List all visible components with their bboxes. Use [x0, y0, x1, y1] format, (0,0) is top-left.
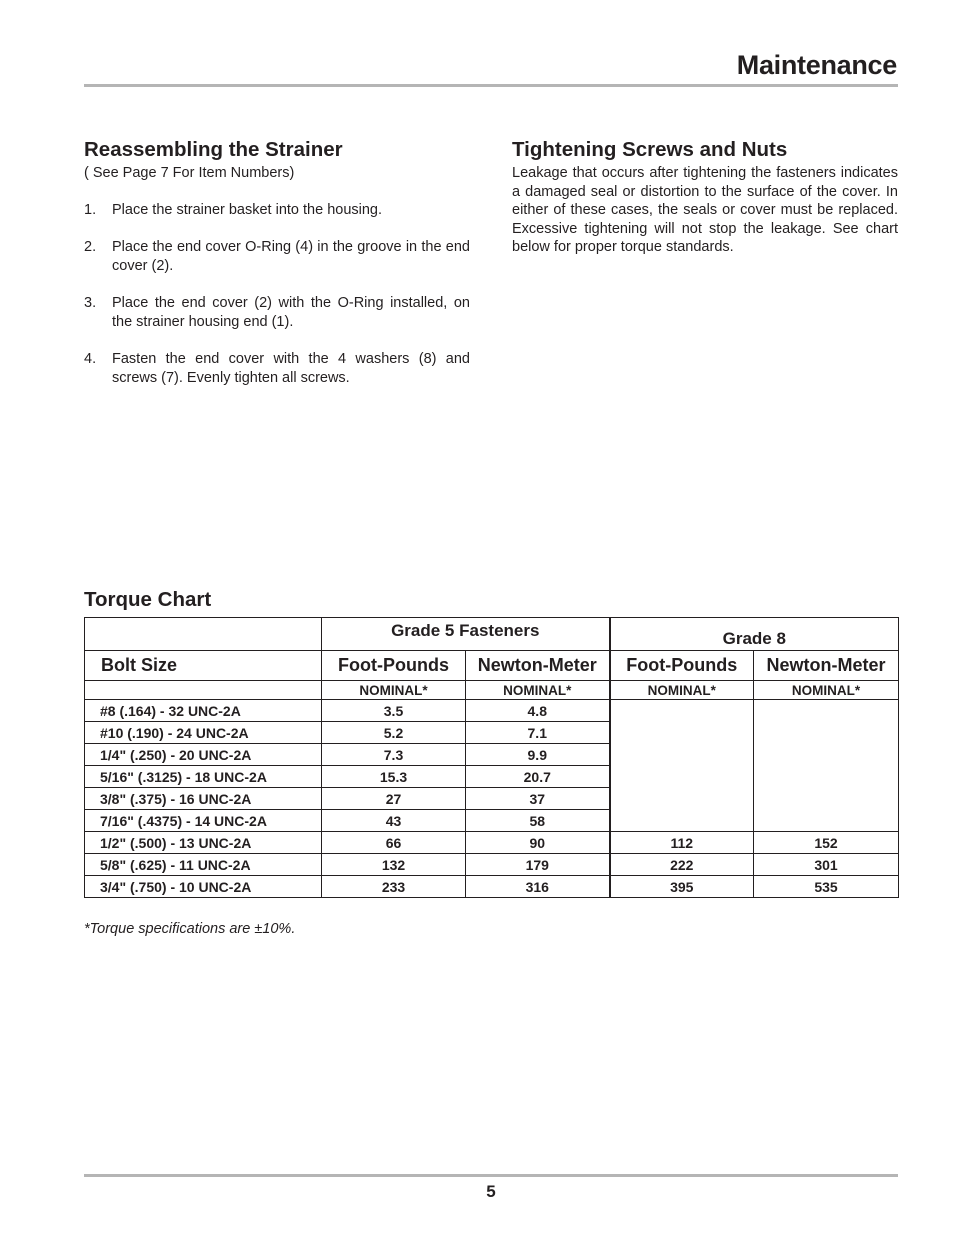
grade5-foot-pounds-cell: 66 — [322, 832, 466, 854]
empty-nominal-cell — [85, 681, 322, 700]
bolt-size-cell: 3/8" (.375) - 16 UNC-2A — [85, 788, 322, 810]
step-text: Place the strainer basket into the housing. — [112, 202, 383, 218]
grade8-foot-pounds-cell: 112 — [610, 832, 754, 854]
table-group-row — [85, 618, 899, 651]
step-item — [84, 294, 470, 332]
grade8-newton-meter-cell: 152 — [754, 832, 899, 854]
step-item — [84, 201, 470, 220]
reassembling-subheading: ( See Page 7 For Item Numbers) — [84, 165, 295, 181]
grade5-foot-pounds-cell: 233 — [322, 876, 466, 898]
grade8-group-header: Grade 8 — [610, 618, 899, 651]
bolt-size-cell: 7/16" (.4375) - 14 UNC-2A — [85, 810, 322, 832]
grade5-group-header: Grade 5 Fasteners — [322, 618, 610, 651]
grade5-foot-pounds-cell: 5.2 — [322, 722, 466, 744]
bolt-size-cell: 3/4" (.750) - 10 UNC-2A — [85, 876, 322, 898]
step-text: Place the end cover (2) with the O-Ring installed, on the strainer housing end (1). — [112, 295, 470, 330]
table-row — [85, 854, 899, 876]
nominal-label: NOMINAL* — [466, 681, 610, 700]
page-title: Maintenance — [736, 50, 897, 80]
grade5-foot-pounds-cell: 3.5 — [322, 700, 466, 722]
grade8-foot-pounds-empty-cell — [610, 700, 754, 832]
grade5-foot-pounds-cell: 27 — [322, 788, 466, 810]
reassembling-heading: Reassembling the Strainer — [84, 138, 343, 161]
header-divider — [84, 84, 898, 87]
grade5-foot-pounds-cell: 15.3 — [322, 766, 466, 788]
grade5-newton-meter-cell: 58 — [466, 810, 610, 832]
tightening-section — [512, 137, 898, 257]
grade8-newton-meter-cell: 535 — [754, 876, 899, 898]
step-number: 2. — [84, 239, 97, 255]
empty-header-cell — [85, 618, 322, 651]
grade5-foot-pounds-header: Foot-Pounds — [322, 651, 466, 681]
grade5-newton-meter-cell: 37 — [466, 788, 610, 810]
grade5-newton-meter-cell: 179 — [466, 854, 610, 876]
table-row — [85, 876, 899, 898]
grade8-foot-pounds-header: Foot-Pounds — [610, 651, 754, 681]
grade8-newton-meter-empty-cell — [754, 700, 899, 832]
bolt-size-cell: #10 (.190) - 24 UNC-2A — [85, 722, 322, 744]
torque-chart-heading: Torque Chart — [84, 588, 212, 611]
footer-divider — [84, 1174, 898, 1177]
grade5-newton-meter-header: Newton-Meter — [466, 651, 610, 681]
table-row — [85, 700, 899, 722]
grade8-foot-pounds-cell: 395 — [610, 876, 754, 898]
torque-table — [84, 617, 899, 898]
bolt-size-cell: 5/8" (.625) - 11 UNC-2A — [85, 854, 322, 876]
grade5-foot-pounds-cell: 7.3 — [322, 744, 466, 766]
step-item — [84, 238, 470, 276]
page-number: 5 — [486, 1182, 496, 1201]
tightening-paragraph: Leakage that occurs after tightening the fasteners indicates a damaged seal or distortion to the surface of the cover. In either of these cases, the seals or cover must be replaced. Excessive tightening will not stop the leakage. See chart below for proper torque standards. — [512, 165, 898, 256]
grade5-newton-meter-cell: 7.1 — [466, 722, 610, 744]
bolt-size-cell: 1/4" (.250) - 20 UNC-2A — [85, 744, 322, 766]
bolt-size-cell: 1/2" (.500) - 13 UNC-2A — [85, 832, 322, 854]
reassembling-section — [84, 137, 470, 406]
grade5-foot-pounds-cell: 43 — [322, 810, 466, 832]
grade5-newton-meter-cell: 90 — [466, 832, 610, 854]
table-header-row — [85, 651, 899, 681]
reassembling-steps — [84, 201, 470, 388]
grade5-newton-meter-cell: 20.7 — [466, 766, 610, 788]
grade5-newton-meter-cell: 4.8 — [466, 700, 610, 722]
grade8-newton-meter-cell: 301 — [754, 854, 899, 876]
step-item — [84, 350, 470, 388]
grade5-newton-meter-cell: 9.9 — [466, 744, 610, 766]
grade8-foot-pounds-cell: 222 — [610, 854, 754, 876]
table-nominal-row — [85, 681, 899, 700]
step-number: 1. — [84, 202, 97, 218]
grade8-newton-meter-header: Newton-Meter — [754, 651, 899, 681]
grade5-foot-pounds-cell: 132 — [322, 854, 466, 876]
torque-footnote: *Torque specifications are ±10%. — [84, 921, 296, 937]
step-text: Fasten the end cover with the 4 washers (8) and screws (7). Evenly tighten all screws. — [112, 351, 470, 386]
table-row — [85, 832, 899, 854]
grade5-newton-meter-cell: 316 — [466, 876, 610, 898]
nominal-label: NOMINAL* — [610, 681, 754, 700]
step-text: Place the end cover O-Ring (4) in the groove in the end cover (2). — [112, 239, 470, 274]
bolt-size-header: Bolt Size — [85, 651, 322, 681]
bolt-size-cell: #8 (.164) - 32 UNC-2A — [85, 700, 322, 722]
bolt-size-cell: 5/16" (.3125) - 18 UNC-2A — [85, 766, 322, 788]
step-number: 3. — [84, 295, 97, 311]
nominal-label: NOMINAL* — [754, 681, 899, 700]
nominal-label: NOMINAL* — [322, 681, 466, 700]
step-number: 4. — [84, 351, 97, 367]
tightening-heading: Tightening Screws and Nuts — [512, 138, 788, 161]
